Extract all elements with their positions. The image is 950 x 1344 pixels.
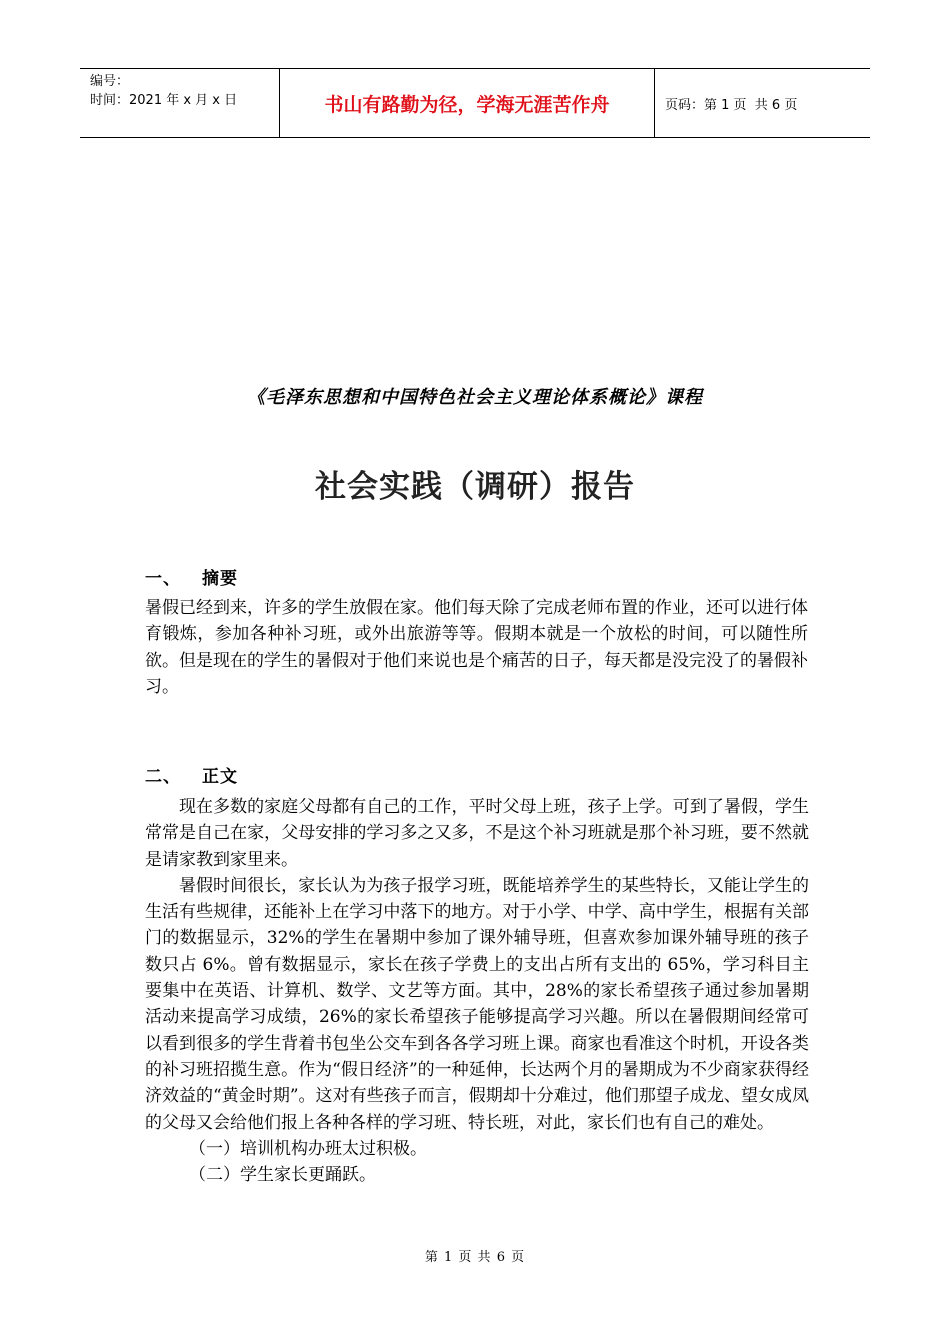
- abstract-paragraph: 暑假已经到来，许多的学生放假在家。他们每天除了完成老师布置的作业，还可以进行体育锻炼，参加各种补习班，或外出旅游等等。假期本就是一个放松的时间，可以随性所欲。但是现在的学生的暑假对于他们来说也是个痛苦的日子，每天都是没完没了的暑假补习。: [145, 598, 808, 697]
- body-text: [145, 794, 809, 1188]
- report-title: 社会实践（调研）报告: [315, 469, 635, 505]
- header-page-info: 页码：第 1 页 共 6 页: [665, 97, 798, 113]
- body-paragraph: 现在多数的家庭父母都有自己的工作，平时父母上班，孩子上学。可到了暑假，学生常常是自己在家，父母安排的学习多之又多，不是这个补习班就是那个补习班，要不然就是请家教到家里来。: [145, 797, 809, 870]
- header-motto: 书山有路勤为径，学海无涯苦作舟: [280, 69, 655, 137]
- section-title: 摘要: [202, 569, 238, 589]
- document-date: 时间：2021 年 x 月 x 日: [90, 93, 238, 108]
- section-number: 二、: [145, 767, 181, 787]
- section-heading-abstract: [145, 564, 238, 589]
- section-title: 正文: [202, 767, 238, 787]
- header-meta: [80, 69, 280, 137]
- document-number: 编号：: [90, 74, 130, 89]
- course-line: 《毛泽东思想和中国特色社会主义理论体系概论》课程: [247, 387, 703, 408]
- section-number: 一、: [145, 569, 181, 589]
- header-table: [80, 68, 870, 138]
- body-paragraph: 暑假时间很长，家长认为为孩子报学习班，既能培养学生的某些特长，又能让学生的生活有些规律，还能补上在学习中落下的地方。对于小学、中学、高中学生，根据有关部门的数据显示，32%的学生在暑期中参加了课外辅导班，但喜欢参加课外辅导班的孩子数只占 6%。曾有数据显示，家长在孩子学费上的支出占所有支出的 65%，学习科目主要集中在英语、计算机、数学、文艺等方面。其中，28%的家长希望孩子通过参加暑期活动来提高学习成绩，26%的家长希望孩子能够提高学习兴趣。所以在暑假期间经常可以看到很多的学生背着书包坐公交车到各各学习班上课。商家也看准这个时机，开设各类的补习班招揽生意。作为“假日经济”的一种延伸，长达两个月的暑期成为不少商家获得经济效益的“黄金时期”。这对有些孩子而言，假期却十分难过，他们那望子成龙、望女成凤的父母又会给他们报上各种各样的学习班、特长班，对此，家长们也有自己的难处。: [145, 875, 809, 1133]
- section-heading-body: [145, 762, 238, 787]
- list-item: （一）培训机构办班太过积极。: [189, 1138, 427, 1159]
- list-item: （二）学生家长更踊跃。: [189, 1165, 376, 1186]
- page-footer: 第 1 页 共 6 页: [424, 1250, 526, 1265]
